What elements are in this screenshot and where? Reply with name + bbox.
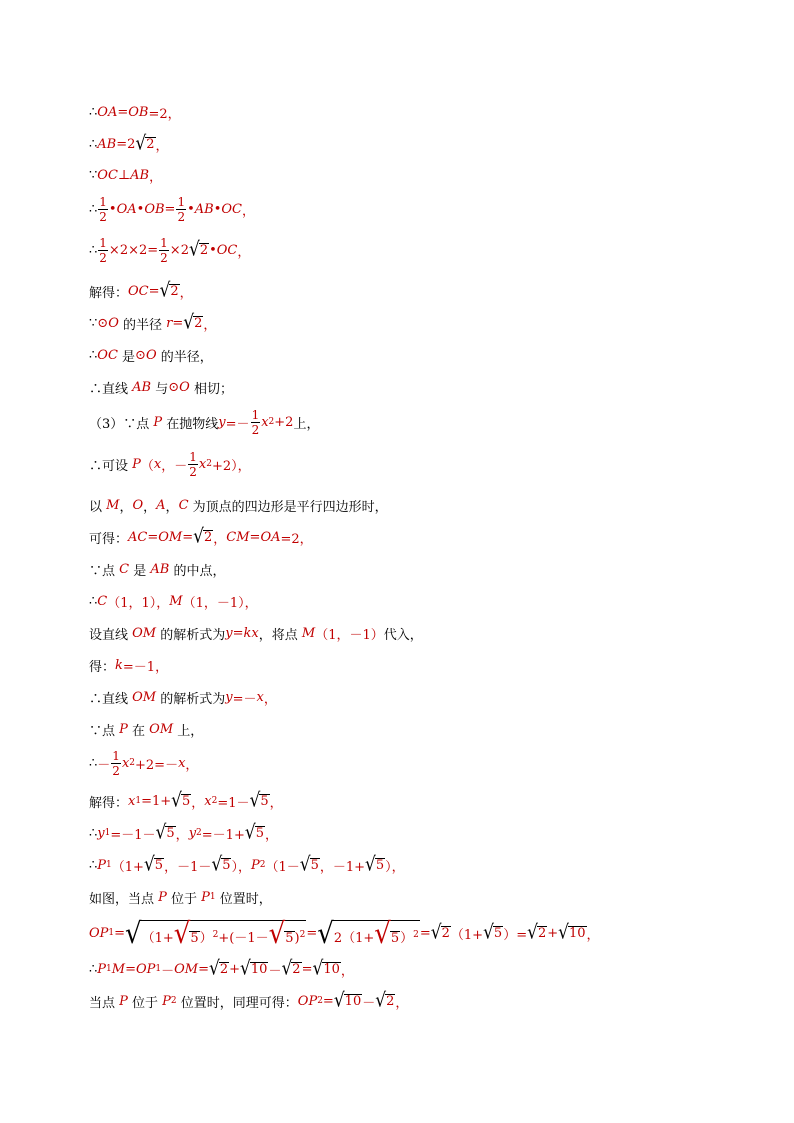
line-25: OP 1 = √ （1+ √ 5 ）$^2$+(－1－ √ 5 )$^2$ = √ 2（1+ √ 5 ）$^2$ = √ 2 （1+ √ 5 ）= √ 2 + √ 10 ，: [89, 917, 600, 950]
line-18: ∴直线 OM 的解析式为 y =－ x ，: [89, 689, 277, 707]
line-27: 当点 P 位于 P 2 位置时，同理可得： OP 2 = √ 10 － √ 2 ，: [89, 988, 409, 1012]
line-7: ∵ ⊙ O 的半径 r = √ 2 ，: [89, 310, 217, 334]
line-22: ∴ y 1 =－1－ √ 5 ， y 2 =－1+ √ 5 ，: [89, 820, 278, 844]
line-15: ∴ C （1，1）， M （1，－1），: [89, 593, 258, 611]
line-20: ∴ － $\frac{1}{2}$ x 2 +2=－ x ，: [89, 748, 199, 778]
line-12: 以 M ， O ， A ， C 为顶点的四边形是平行四边形时，: [89, 497, 388, 515]
line-8: ∴ OC 是 ⊙ O 的半径，: [89, 347, 213, 365]
line-10: （3）∵点 P 在抛物线 y =－ $\frac{1}{2}$ x 2 +2 上，: [89, 407, 320, 437]
line-1: ∴ OA = OB =2，: [89, 104, 181, 122]
line-24: 如图，当点 P 位于 P 1 位置时，: [89, 889, 272, 907]
line-11: ∴可设 P （ x ，－ $\frac{1}{2}$ x 2 +2），: [89, 449, 251, 479]
line-17: 得： k =－1，: [89, 657, 169, 675]
line-26: ∴ P 1 M = OP 1 － OM = √ 2 + √ 10 － √ 2 = √ 10 ，: [89, 956, 354, 980]
line-2: ∴ AB =2 √ 2 ，: [89, 131, 169, 155]
line-19: ∵点 P 在 OM 上，: [89, 721, 204, 739]
line-16: 设直线 OM 的解析式为 y = kx ，将点 M （1，－1） 代入，: [89, 625, 423, 643]
line-3: ∵ OC ⊥ AB ，: [89, 167, 163, 185]
line-4: ∴ $\frac{1}{2}$ • OA • OB = $\frac{1}{2}$ • AB • OC ，: [89, 194, 255, 224]
line-23: ∴ P 1 （1+ √ 5 ，－1－ √ 5 ）， P 2 （1－ √ 5 ，－1+ √ 5 ），: [89, 852, 405, 876]
line-9: ∴直线 AB 与 ⊙ O 相切；: [89, 379, 233, 397]
line-5: ∴ $\frac{1}{2}$ ×2×2= $\frac{1}{2}$ ×2 √ 2 • OC ，: [89, 235, 251, 265]
line-13: 可得： AC = OM = √ 2 ， CM = OA =2，: [89, 524, 313, 548]
line-14: ∵点 C 是 AB 的中点，: [89, 561, 226, 579]
line-21: 解得： x 1 =1+ √ 5 ， x 2 =1－ √ 5 ，: [89, 788, 283, 812]
line-6: 解得： OC = √ 2 ，: [89, 278, 193, 302]
